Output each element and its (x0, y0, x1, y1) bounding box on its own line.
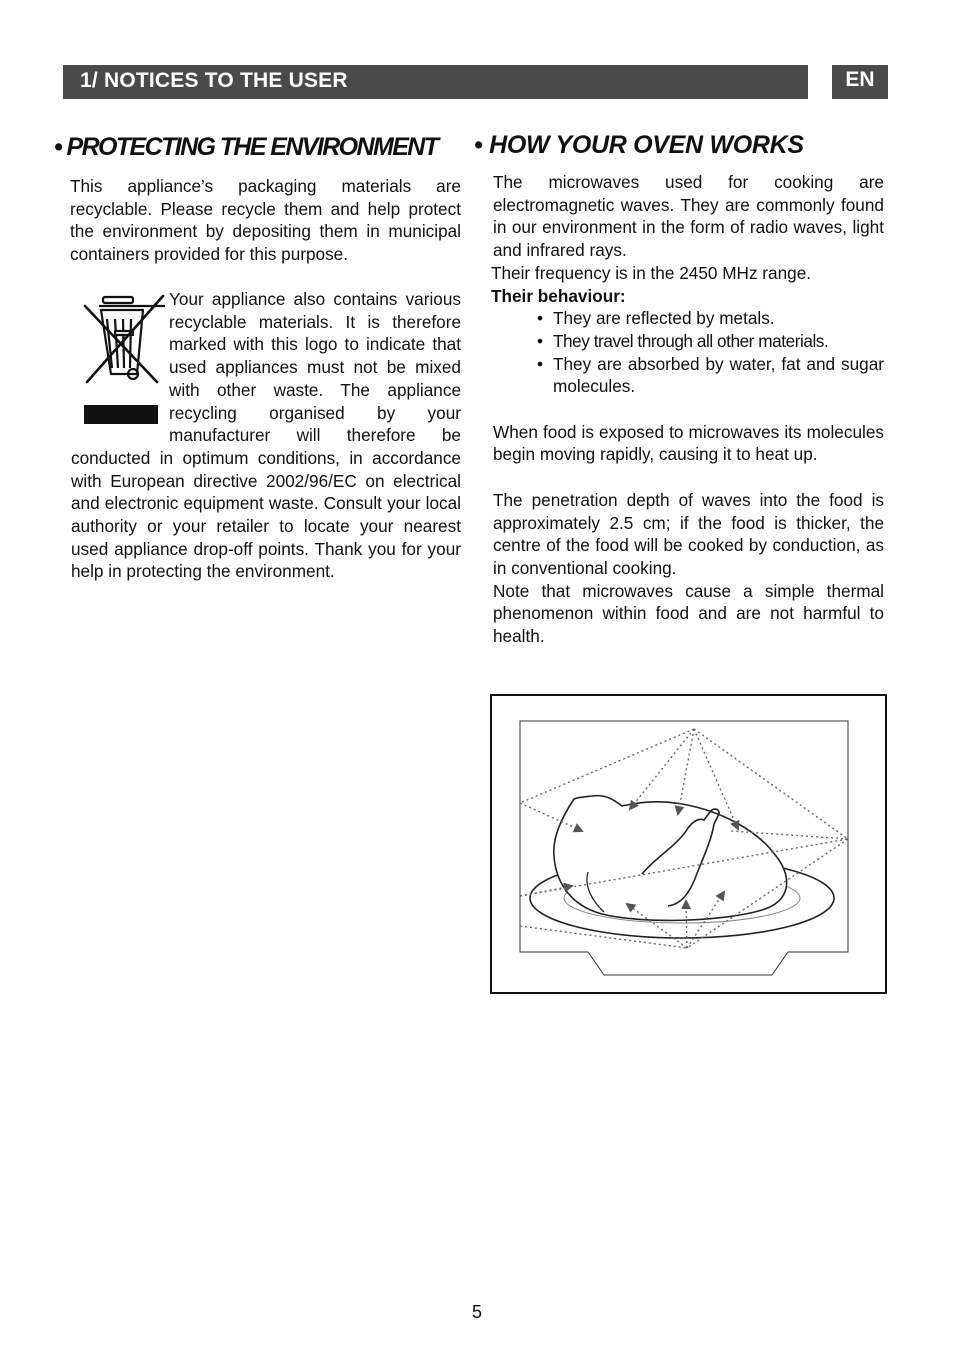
oven-section-text (493, 171, 884, 648)
oven-frequency-line: Their frequency is in the 2450 MHz range. (491, 262, 812, 283)
environment-paragraph-recycling-text: Your appliance also contains various recyclable materials. It is therefore marked with this logo to indicate that used appliances must not be mixed with other waste. The appliance recycling organised by your manufacturer will therefore be conducted in optimum conditions, in accordance with European directive 2002/96/EC on electrical and electronic equipment waste. Consult your local authority or your retailer to locate your nearest used appliance drop-off points. Thank you for your help in protecting the environment. (71, 289, 461, 582)
oven-heading: • HOW YOUR OVEN WORKS (474, 131, 804, 159)
oven-intro-paragraph: The microwaves used for cooking are electromagnetic waves. They are commonly found in our environment in the form of radio waves, light and infrared rays. (493, 172, 884, 261)
microwave-cooking-diagram (490, 694, 887, 994)
section-title: 1/ NOTICES TO THE USER (80, 69, 348, 92)
environment-paragraph-recycling (71, 288, 461, 583)
section-header-bar (63, 65, 808, 99)
language-badge: EN (832, 65, 888, 99)
environment-paragraph-packaging: This appliance’s packaging materials are recyclable. Please recycle them and help protect the environment by depositing them in municipal containers provided for this purpose. (70, 176, 461, 265)
oven-depth-paragraph: The penetration depth of waves into the food is approximately 2.5 cm; if the food is thicker, the centre of the food will be cooked by conduction, as in conventional cooking. (493, 489, 884, 578)
oven-behaviour-list (493, 307, 884, 398)
environment-heading: • PROTECTING THE ENVIRONMENT (54, 133, 438, 161)
oven-note-paragraph: Note that microwaves cause a simple thermal phenomenon within food and are not harmful to health. (493, 580, 884, 647)
list-item: • They travel through all other materials. (537, 330, 884, 353)
oven-behaviour-title: Their behaviour: (491, 285, 626, 306)
microwave-diagram-icon (492, 696, 885, 992)
oven-heat-paragraph: When food is exposed to microwaves its molecules begin moving rapidly, causing it to heat up. (493, 421, 884, 465)
list-item: • They are absorbed by water, fat and sugar molecules. (537, 353, 884, 398)
page-number: 5 (471, 1302, 482, 1322)
logo-spacer (71, 288, 169, 426)
list-item: • They are reflected by metals. (537, 307, 884, 330)
